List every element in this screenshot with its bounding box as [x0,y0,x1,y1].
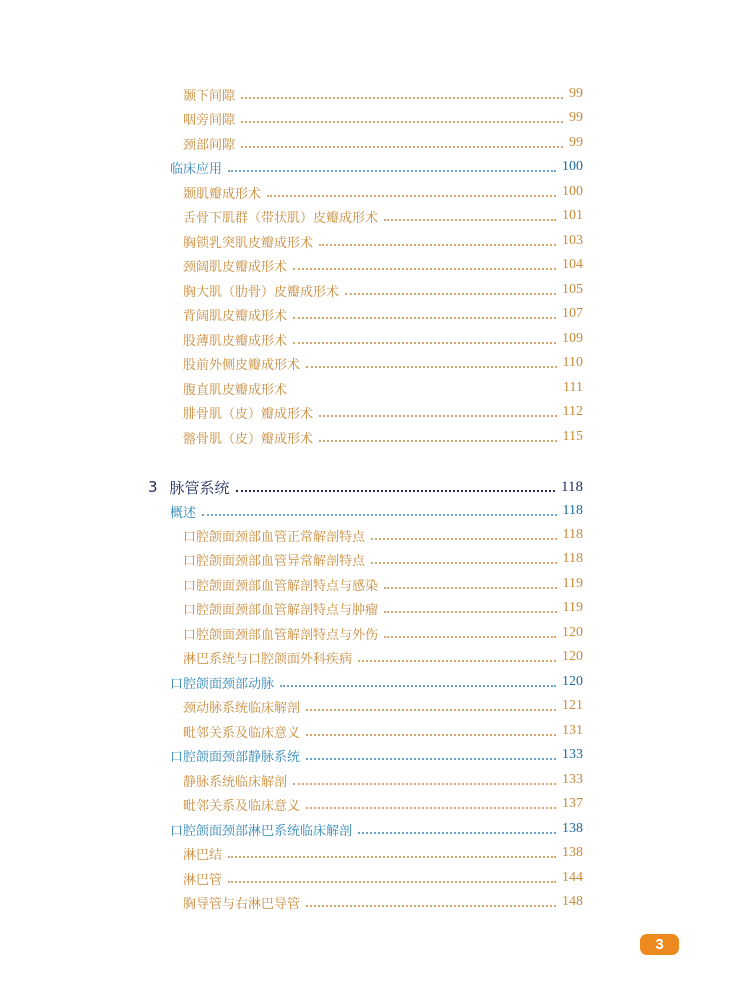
toc-section-entry[interactable] [170,500,583,522]
toc-entry[interactable] [183,279,583,301]
toc-entry-page: 100 [562,159,583,174]
toc-entry-page: 120 [562,649,583,664]
dot-leader [267,195,556,197]
dot-leader [293,783,556,785]
dot-leader [293,317,556,319]
dot-leader [228,170,556,172]
toc-section-entry[interactable] [170,818,583,840]
dot-leader [280,685,556,687]
toc-entry-title: 淋巴管 [183,872,223,888]
dot-leader [384,587,557,589]
toc-entry-title: 髂骨肌（皮）瓣成形术 [183,431,314,447]
dot-leader [306,758,556,760]
toc-entry-page: 99 [569,110,583,125]
toc-entry[interactable] [183,695,583,717]
toc-entry-title: 股薄肌皮瓣成形术 [183,333,288,349]
dot-leader [293,268,556,270]
toc-entry-title: 口腔颌面颈部血管异常解剖特点 [183,553,366,569]
toc-entry-page: 120 [562,674,583,689]
toc-entry-page: 133 [562,747,583,762]
page-number-badge: 3 [640,934,679,955]
toc-entry-page: 144 [562,870,583,885]
toc-entry-page: 148 [562,894,583,909]
toc-entry-page: 133 [562,772,583,787]
toc-entry-page: 111 [563,380,583,395]
toc-entry-page: 118 [562,503,583,518]
toc-entry[interactable] [183,622,583,644]
toc-section-entry[interactable] [170,744,583,766]
toc-entry[interactable] [183,548,583,570]
toc-entry-title: 腓骨肌（皮）瓣成形术 [183,406,314,422]
dot-leader [306,807,556,809]
toc-entry-title: 口腔颌面颈部血管解剖特点与肿瘤 [183,602,379,618]
toc-entry[interactable] [183,597,583,619]
toc-entry-title: 胸锁乳突肌皮瓣成形术 [183,235,314,251]
dot-leader [384,636,556,638]
dot-leader [241,146,563,148]
toc-entry-title: 口腔颌面颈部动脉 [170,676,275,692]
toc-entry-page: 121 [562,698,583,713]
toc-entry-page: 137 [562,796,583,811]
toc-entry-title: 颞肌瓣成形术 [183,186,262,202]
toc-entry-title: 口腔颌面颈部血管正常解剖特点 [183,529,366,545]
toc-entry[interactable] [183,205,583,227]
toc-entry[interactable] [183,132,583,154]
toc-entry-page: 119 [562,576,583,591]
toc-chapter-entry[interactable] [148,476,583,498]
toc-entry-title: 颞下间隙 [183,88,236,104]
toc-entry[interactable] [183,230,583,252]
chapter-title: 脉管系统 [169,478,230,497]
toc-entry-title: 淋巴系统与口腔颌面外科疾病 [183,651,353,667]
toc-entry[interactable] [183,573,583,595]
toc-entry-title: 舌骨下肌群（带状肌）皮瓣成形术 [183,210,379,226]
toc-entry[interactable] [183,769,583,791]
toc-entry-title: 口腔颌面颈部静脉系统 [170,749,301,765]
dot-leader [371,562,557,564]
chapter-number: 3 [148,478,158,496]
toc-entry-page: 99 [569,86,583,101]
toc-entry-title: 胸导管与右淋巴导管 [183,896,301,912]
toc-entry[interactable] [183,254,583,276]
toc-entry-page: 104 [562,257,583,272]
dot-leader [384,611,557,613]
toc-entry[interactable] [183,181,583,203]
toc-entry-title: 静脉系统临床解剖 [183,774,288,790]
toc-entry-page: 105 [562,282,583,297]
dot-leader [202,514,557,516]
toc-entry[interactable] [183,377,583,399]
toc-entry-title: 毗邻关系及临床意义 [183,798,301,814]
toc-entry-page: 120 [562,625,583,640]
dot-leader [319,440,557,442]
dot-leader [358,832,556,834]
dot-leader [306,734,556,736]
toc-entry-page: 99 [569,135,583,150]
toc-entry[interactable] [183,891,583,913]
toc-section-entry[interactable] [170,671,583,693]
toc-entry-title: 概述 [170,505,197,521]
dot-leader [241,97,563,99]
toc-entry[interactable] [183,842,583,864]
toc-entry-title: 股前外侧皮瓣成形术 [183,357,301,373]
toc-entry-page: 118 [562,551,583,566]
toc-entry-title: 咽旁间隙 [183,112,236,128]
toc-entry-page: 100 [562,184,583,199]
toc-entry-page: 110 [562,355,583,370]
toc-entry-title: 胸大肌（肋骨）皮瓣成形术 [183,284,340,300]
toc-entry[interactable] [183,401,583,423]
dot-leader [358,660,556,662]
toc-entry-page: 103 [562,233,583,248]
dot-leader [371,538,557,540]
dot-leader [319,244,556,246]
toc-entry-title: 颈部间隙 [183,137,236,153]
toc-entry-page: 138 [562,821,583,836]
dot-leader [319,415,557,417]
toc-entry[interactable] [183,328,583,350]
toc-entry-title: 背阔肌皮瓣成形术 [183,308,288,324]
toc-entry[interactable] [183,107,583,129]
toc-entry-title: 毗邻关系及临床意义 [183,725,301,741]
toc-entry[interactable] [183,867,583,889]
toc-entry-title: 口腔颌面颈部血管解剖特点与外伤 [183,627,379,643]
dot-leader [306,709,556,711]
dot-leader [241,121,563,123]
toc-entry[interactable] [183,720,583,742]
toc-section-entry[interactable] [170,156,583,178]
toc-entry-page: 107 [562,306,583,321]
chapter-page: 118 [561,478,583,495]
toc-entry[interactable] [183,793,583,815]
toc-entry-page: 118 [562,527,583,542]
dot-leader [228,881,556,883]
toc-entry[interactable] [183,646,583,668]
dot-leader [306,905,556,907]
toc-entry[interactable] [183,303,583,325]
dot-leader [384,219,556,221]
toc-entry-title: 颈阔肌皮瓣成形术 [183,259,288,275]
dot-leader [293,342,556,344]
dot-leader [306,366,557,368]
toc-entry-title: 腹直肌皮瓣成形术 [183,382,288,398]
toc-entry[interactable] [183,426,583,448]
toc-entry-page: 109 [562,331,583,346]
toc-entry[interactable] [183,524,583,546]
toc-entry-title: 口腔颌面颈部淋巴系统临床解剖 [170,823,353,839]
toc-entry-title: 淋巴结 [183,847,223,863]
dot-leader [345,293,556,295]
toc-entry-title: 颈动脉系统临床解剖 [183,700,301,716]
toc-entry-page: 112 [562,404,583,419]
dot-leader [236,490,555,492]
toc-entry[interactable] [183,83,583,105]
toc-entry-page: 115 [562,429,583,444]
toc-entry-page: 138 [562,845,583,860]
toc-entry-page: 101 [562,208,583,223]
toc-entry-page: 131 [562,723,583,738]
dot-leader [228,856,556,858]
toc-entry-page: 119 [562,600,583,615]
toc-entry[interactable] [183,352,583,374]
toc-entry-title: 临床应用 [170,161,223,177]
toc-entry-title: 口腔颌面颈部血管解剖特点与感染 [183,578,379,594]
